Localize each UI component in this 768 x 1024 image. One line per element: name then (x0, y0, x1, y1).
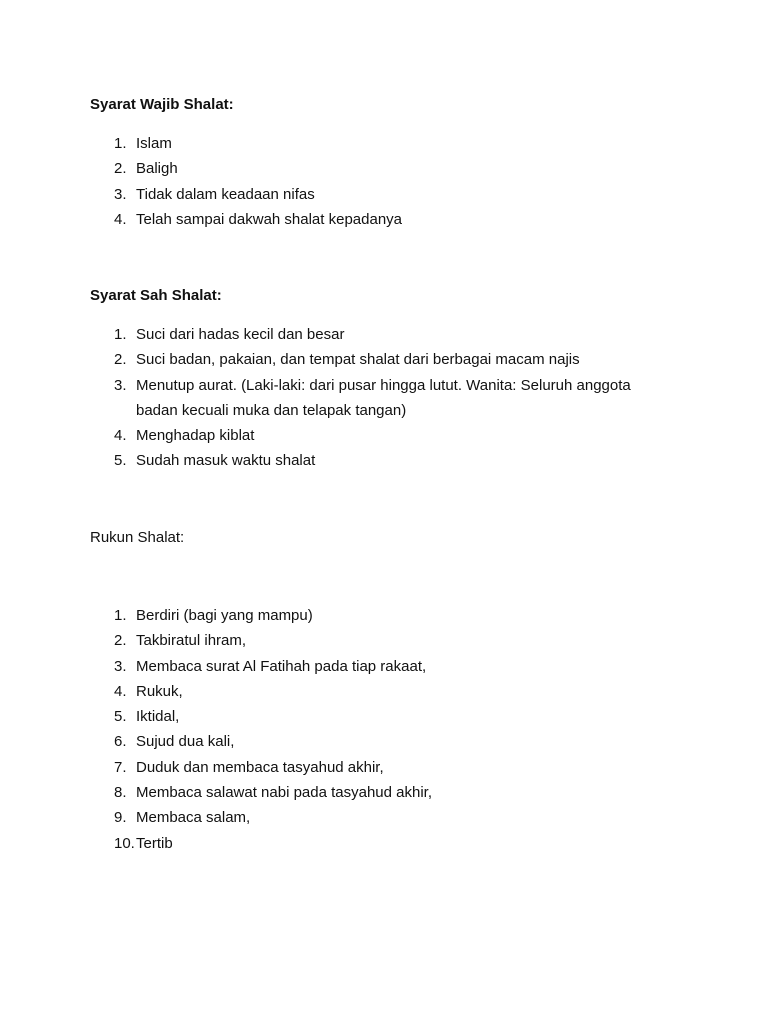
list-item (0, 423, 700, 448)
item-number: 4. (114, 210, 127, 228)
item-number: 9. (114, 809, 127, 827)
item-text: Membaca salam, (136, 809, 251, 827)
item-text: Menutup aurat. (Laki-laki: dari pusar hingga lutut. Wanita: Seluruh anggota badan kecuali muka dan telapak tangan) (136, 376, 631, 419)
list-item (0, 207, 700, 232)
item-number: 4. (114, 427, 127, 445)
item-number: 8. (114, 784, 127, 802)
item-number: 7. (114, 758, 127, 776)
list-item (0, 347, 700, 372)
section-heading-rukun: Rukun Shalat: (90, 529, 185, 546)
item-number: 5. (114, 708, 127, 726)
syarat-sah-list (0, 322, 700, 474)
item-text: Telah sampai dakwah shalat kepadanya (136, 210, 403, 228)
item-text: Tertib (136, 834, 173, 852)
list-item (0, 755, 700, 780)
item-number: 10. (114, 834, 135, 852)
item-number: 3. (114, 657, 127, 675)
item-text: Iktidal, (136, 708, 180, 726)
list-item (0, 729, 700, 754)
item-number: 2. (114, 160, 127, 178)
syarat-wajib-list (0, 131, 700, 232)
item-text: Rukuk, (136, 682, 183, 700)
section-heading-syarat-wajib: Syarat Wajib Shalat: (90, 96, 234, 113)
item-number: 4. (114, 682, 127, 700)
item-text: Membaca surat Al Fatihah pada tiap rakaat, (136, 657, 427, 675)
list-item (0, 322, 700, 347)
item-text: Berdiri (bagi yang mampu) (136, 607, 313, 624)
list-item (0, 373, 676, 424)
item-text: Membaca salawat nabi pada tasyahud akhir, (136, 784, 433, 802)
list-item (0, 805, 700, 830)
item-number: 1. (114, 135, 127, 152)
item-text: Menghadap kiblat (136, 427, 255, 445)
item-text: Suci badan, pakaian, dan tempat shalat dari berbagai macam najis (136, 351, 580, 369)
item-number: 5. (114, 452, 127, 470)
item-text: Suci dari hadas kecil dan besar (136, 326, 345, 343)
item-number: 6. (114, 733, 127, 751)
list-item (0, 182, 700, 207)
list-item (0, 654, 700, 679)
item-text: Tidak dalam keadaan nifas (136, 185, 315, 203)
list-item (0, 156, 700, 181)
list-item (0, 448, 700, 473)
item-text: Sudah masuk waktu shalat (136, 452, 316, 470)
item-text: Baligh (136, 160, 178, 178)
item-number: 1. (114, 326, 127, 343)
list-item (0, 679, 700, 704)
item-number: 3. (114, 376, 127, 394)
item-number: 3. (114, 185, 127, 203)
list-item (0, 780, 700, 805)
item-text: Sujud dua kali, (136, 733, 235, 751)
item-number: 2. (114, 632, 127, 650)
section-heading-syarat-sah: Syarat Sah Shalat: (90, 287, 222, 304)
item-text: Duduk dan membaca tasyahud akhir, (136, 758, 384, 776)
list-item (0, 704, 700, 729)
list-item (0, 603, 700, 628)
rukun-list (0, 603, 700, 856)
item-number: 1. (114, 607, 127, 624)
list-item (0, 831, 700, 856)
list-item (0, 131, 700, 156)
list-item (0, 628, 700, 653)
item-text: Islam (136, 135, 172, 152)
item-number: 2. (114, 351, 127, 369)
item-text: Takbiratul ihram, (136, 632, 247, 650)
